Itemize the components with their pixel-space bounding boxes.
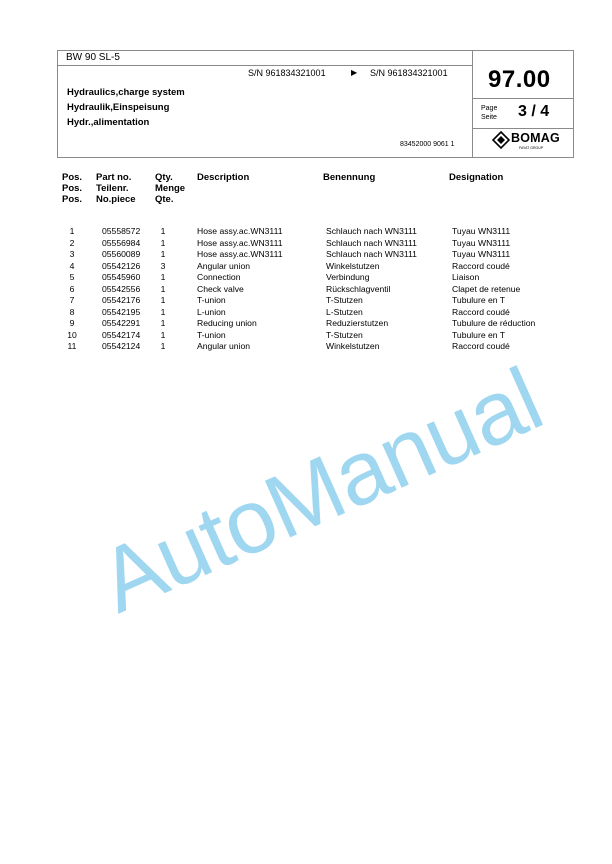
cell-benennung: Winkelstutzen [326,260,380,271]
cell-description: Connection [197,272,241,282]
cell-benennung: Schlauch nach WN3111 [326,237,417,248]
table-row [0,341,612,352]
cell-benennung: Winkelstutzen [326,341,380,351]
cell-pos: 4 [69,260,75,271]
cell-pos: 6 [69,283,75,294]
column-header-part: Part no. Teilenr. No.piece [96,172,136,205]
cell-qty: 1 [160,226,166,236]
cell-designation: Tubulure en T [452,329,506,340]
title-block-divider [472,51,473,157]
cell-description: Angular union [197,341,251,351]
arrow-right-icon: ▶ [351,68,358,77]
cell-qty: 3 [160,260,166,271]
title-english: Hydraulics,charge system [67,87,185,98]
cell-benennung: Schlauch nach WN3111 [326,249,417,259]
column-header-designation: Designation [449,172,504,183]
table-row [0,330,612,341]
page-label-de: Seite [481,114,497,121]
cell-benennung: L-Stutzen [326,306,363,317]
cell-qty: 1 [160,318,166,328]
cell-part-number: 05545960 [102,272,141,282]
cell-description: Hose assy.ac.WN3111 [197,249,283,259]
cell-qty: 1 [160,329,166,340]
cell-part-number: 05542126 [102,260,141,271]
cell-description: Reducing union [197,318,257,328]
machine-model: BW 90 SL-5 [66,52,120,63]
cell-part-number: 05542556 [102,283,141,294]
column-header-description: Description [197,172,250,183]
logo-subtext: FAYAT GROUP [519,146,544,150]
cell-benennung: T-Stutzen [326,329,363,340]
cell-designation: Tuyau WN3111 [452,249,511,259]
page-label [481,104,497,122]
cell-pos: 2 [69,237,75,248]
cell-pos: 1 [69,226,75,236]
bomag-diamond-icon [492,131,510,149]
document-number: 83452000 9061 1 [400,141,455,148]
cell-description: Angular union [197,260,251,271]
table-row [0,261,612,272]
cell-qty: 1 [160,272,166,282]
title-block [57,50,574,158]
title-block-divider [472,98,573,99]
cell-pos: 11 [67,341,77,351]
cell-designation: Clapet de retenue [452,283,521,294]
cell-description: T-union [197,295,226,305]
bomag-logo [492,131,562,153]
cell-pos: 10 [67,329,77,340]
cell-benennung: Verbindung [326,272,370,282]
cell-benennung: Rückschlagventil [326,283,391,294]
cell-description: Check valve [197,283,244,294]
cell-designation: Raccord coudé [452,260,510,271]
cell-benennung: T-Stutzen [326,295,363,305]
table-row [0,238,612,249]
table-row [0,318,612,329]
cell-pos: 8 [69,306,75,317]
cell-qty: 1 [160,295,166,305]
cell-qty: 1 [160,341,166,351]
cell-part-number: 05542174 [102,329,141,340]
cell-description: Hose assy.ac.WN3111 [197,226,283,236]
cell-qty: 1 [160,283,166,294]
table-row [0,272,612,283]
cell-designation: Tubulure de réduction [452,318,536,328]
column-header-benennung: Benennung [323,172,376,183]
title-block-divider [58,65,472,66]
cell-designation: Tubulure en T [452,295,506,305]
cell-pos: 5 [69,272,75,282]
table-row [0,226,612,237]
table-row [0,249,612,260]
page-label-en: Page [481,105,498,112]
cell-description: Hose assy.ac.WN3111 [197,237,283,248]
cell-description: T-union [197,329,226,340]
cell-part-number: 05542176 [102,295,141,305]
section-number: 97.00 [488,66,551,93]
cell-part-number: 05542195 [102,306,141,317]
cell-designation: Tuyau WN3111 [452,237,511,248]
cell-part-number: 05558572 [102,226,141,236]
cell-qty: 1 [160,237,166,248]
logo-text: BOMAG [511,131,560,145]
serial-number-from: S/N 961834321001 [248,68,326,78]
table-row [0,284,612,295]
column-header-pos: Pos. Pos. Pos. [62,172,83,205]
cell-part-number: 05542124 [102,341,141,351]
cell-benennung: Reduzierstutzen [326,318,389,328]
cell-pos: 9 [69,318,75,328]
title-german: Hydraulik,Einspeisung [67,102,170,113]
cell-pos: 3 [69,249,75,259]
title-block-divider [472,128,573,129]
watermark: AutoManual [85,349,556,633]
cell-benennung: Schlauch nach WN3111 [326,226,417,236]
cell-description: L-union [197,306,226,317]
cell-part-number: 05542291 [102,318,141,328]
page-number: 3 / 4 [518,103,550,120]
cell-part-number: 05560089 [102,249,141,259]
cell-designation: Raccord coudé [452,341,510,351]
cell-part-number: 05556984 [102,237,141,248]
serial-number-to: S/N 961834321001 [370,68,448,78]
cell-designation: Tuyau WN3111 [452,226,511,236]
cell-qty: 1 [160,249,166,259]
table-row [0,295,612,306]
cell-designation: Raccord coudé [452,306,510,317]
title-french: Hydr.,alimentation [67,117,150,128]
table-row [0,307,612,318]
cell-designation: Liaison [452,272,480,282]
column-header-qty: Qty. Menge Qte. [155,172,186,205]
cell-qty: 1 [160,306,166,317]
cell-pos: 7 [69,295,75,305]
